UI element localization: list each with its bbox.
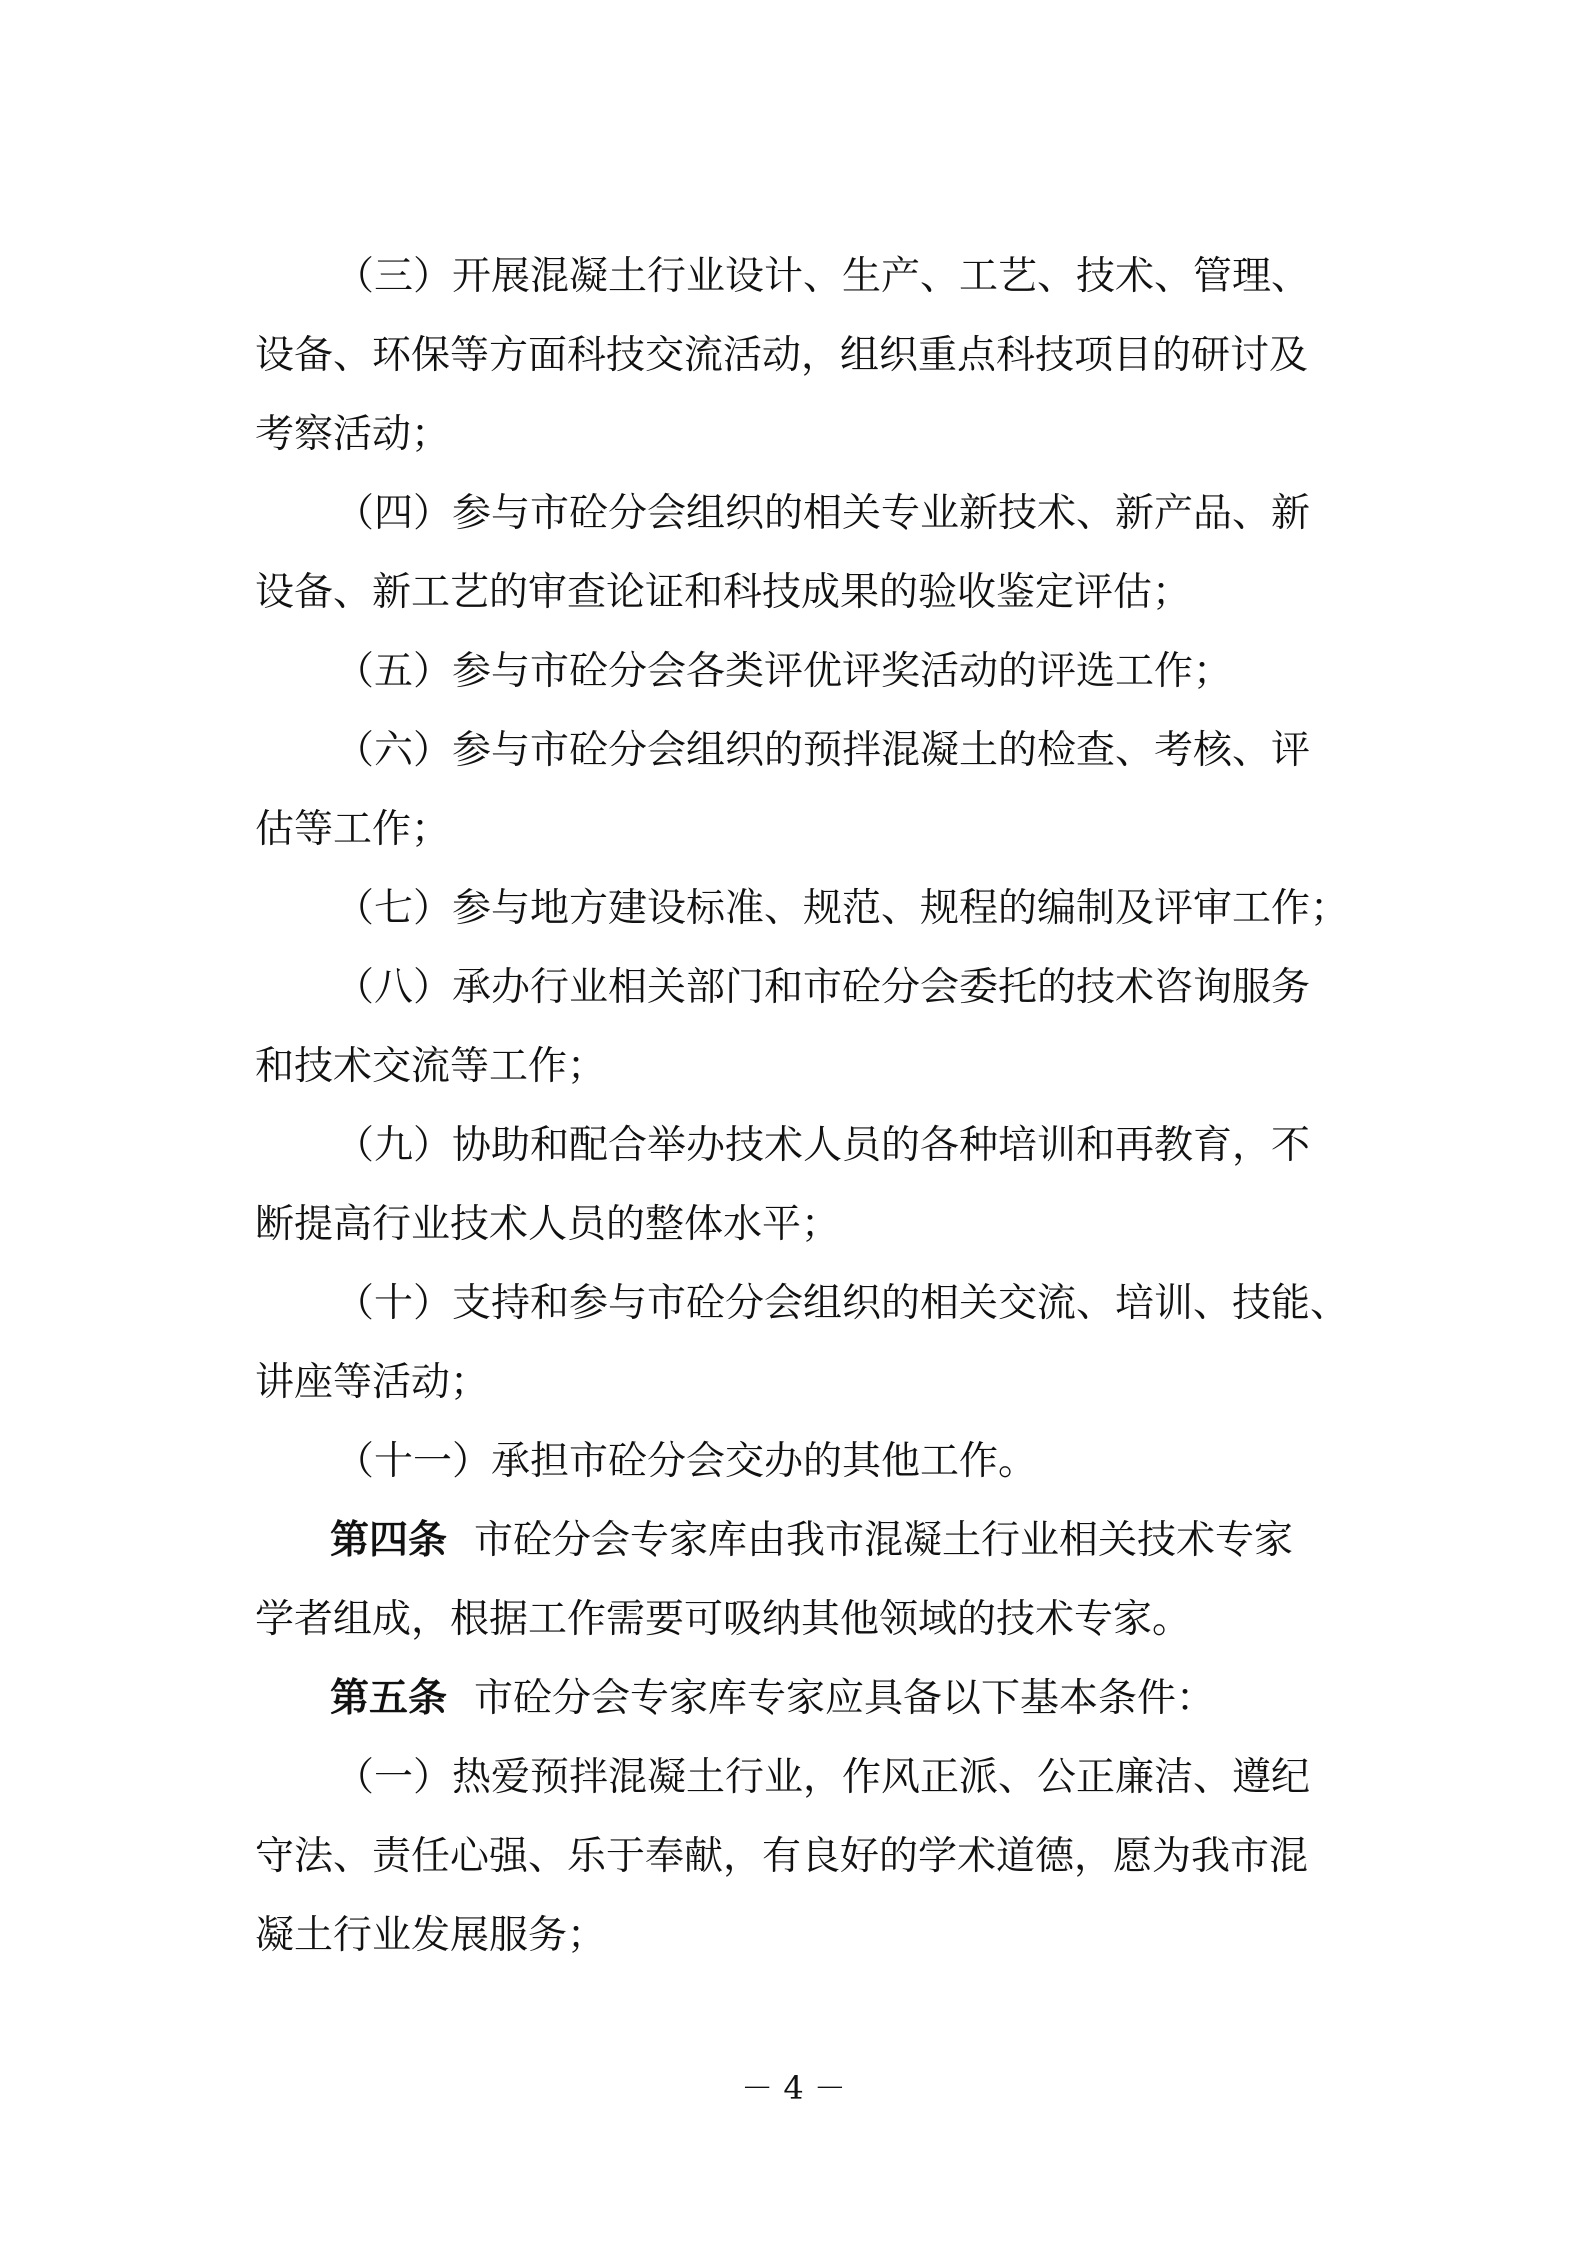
paragraph-3-line-2 <box>0 316 1587 396</box>
text-line: 守法、责任心强、乐于奉献，有良好的学术道德，愿为我市混 <box>255 1834 1309 1879</box>
text-line: 市砼分会专家库专家应具备以下基本条件： <box>474 1676 1216 1721</box>
paragraph-8-line-2 <box>0 1027 1587 1107</box>
paragraph-11-line-1 <box>0 1422 1587 1502</box>
paragraph-6-line-1 <box>0 711 1587 791</box>
paragraph-4-line-2 <box>0 553 1587 633</box>
text-line: 设备、环保等方面科技交流活动，组织重点科技项目的研讨及 <box>255 333 1309 378</box>
paragraph-1-line-2 <box>0 1817 1587 1897</box>
paragraph-10-line-2 <box>0 1343 1587 1423</box>
text-line: 断提高行业技术人员的整体水平； <box>255 1202 841 1247</box>
text-line: （三）开展混凝土行业设计、生产、工艺、技术、管理、 <box>335 254 1311 299</box>
text-line: （九）协助和配合举办技术人员的各种培训和再教育，不 <box>335 1123 1311 1168</box>
paragraph-9-line-1 <box>0 1106 1587 1186</box>
page-number: － 4 － <box>741 2069 846 2107</box>
paragraph-3-line-1 <box>0 237 1587 317</box>
text-line: 估等工作； <box>255 807 451 852</box>
paragraph-4-line-1 <box>0 474 1587 554</box>
text-line: 考察活动； <box>255 412 451 457</box>
paragraph-5-line-1 <box>0 632 1587 712</box>
text-line: （一）热爱预拌混凝土行业，作风正派、公正廉洁、遵纪 <box>335 1755 1311 1800</box>
text-line: （七）参与地方建设标准、规范、规程的编制及评审工作； <box>335 886 1350 931</box>
text-line: 凝土行业发展服务； <box>255 1913 607 1958</box>
text-line: （五）参与市砼分会各类评优评奖活动的评选工作； <box>335 649 1233 694</box>
paragraph-8-line-1 <box>0 948 1587 1028</box>
paragraph-9-line-2 <box>0 1185 1587 1265</box>
paragraph-3-line-3 <box>0 395 1587 475</box>
article-5-line-1 <box>0 1659 1587 1739</box>
paragraph-1-line-3 <box>0 1896 1587 1976</box>
text-line: 设备、新工艺的审查论证和科技成果的验收鉴定评估； <box>255 570 1192 615</box>
text-line: （十）支持和参与市砼分会组织的相关交流、培训、技能、 <box>335 1281 1350 1326</box>
article-4-line-2 <box>0 1580 1587 1660</box>
text-line: （八）承办行业相关部门和市砼分会委托的技术咨询服务 <box>335 965 1311 1010</box>
paragraph-1-line-1 <box>0 1738 1587 1818</box>
article-4-line-1 <box>0 1501 1587 1581</box>
paragraph-7-line-1 <box>0 869 1587 949</box>
text-line: 讲座等活动； <box>255 1360 490 1405</box>
text-line: 和技术交流等工作； <box>255 1044 607 1089</box>
text-line: （四）参与市砼分会组织的相关专业新技术、新产品、新 <box>335 491 1311 536</box>
text-line: （十一）承担市砼分会交办的其他工作。 <box>335 1439 1038 1484</box>
text-line: 学者组成，根据工作需要可吸纳其他领域的技术专家。 <box>255 1597 1192 1642</box>
text-line: 市砼分会专家库由我市混凝土行业相关技术专家 <box>474 1518 1294 1563</box>
text-line: （六）参与市砼分会组织的预拌混凝土的检查、考核、评 <box>335 728 1311 773</box>
paragraph-10-line-1 <box>0 1264 1587 1344</box>
article-4-heading: 第四条 <box>330 1518 448 1563</box>
paragraph-6-line-2 <box>0 790 1587 870</box>
article-5-heading: 第五条 <box>330 1676 448 1721</box>
